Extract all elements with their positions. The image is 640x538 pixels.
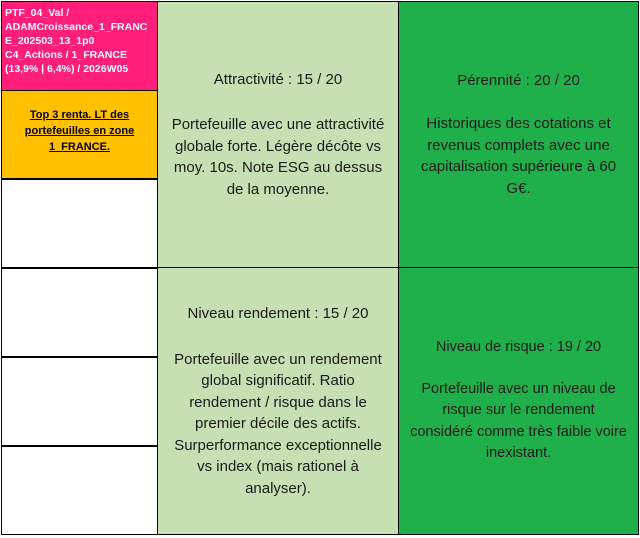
portfolio-header-cell[interactable]: PTF_04_Val / ADAMCroissance_1_FRANC E_202503_13_1p0 C4_Actions / 1_FRANCE (13,9% | 6,4%) / 2026W05 [1,1,158,91]
perennite-title: Pérennité : 20 / 20 [457,71,580,89]
rendement-title: Niveau rendement : 15 / 20 [187,305,369,322]
risque-text: Portefeuille avec un niveau de risque sur le rendement considéré comme très faible voire inexistant. [410,380,627,462]
top3-cell [1,90,158,179]
attractivite-cell [157,1,399,268]
empty-cell [1,446,158,535]
risque-title: Niveau de risque : 19 / 20 [435,339,602,356]
top3-link[interactable]: Top 3 renta. LT des portefeuilles en zone 1_FRANCE. [24,109,135,153]
risque-cell [398,267,639,535]
empty-cell [1,179,158,268]
perennite-text: Historiques des cotations et revenus complets avec une capitalisation supérieure à 60 G€. [420,115,617,197]
empty-cell [1,268,158,357]
empty-cell [1,357,158,446]
perennite-cell [398,1,639,268]
rendement-text: Portefeuille avec un rendement global significatif. Ratio rendement / risque dans le premier décile des actifs. Surperformance exceptionnelle vs index (mais rationel à analyser). [174,350,382,497]
rendement-cell [157,267,399,535]
attractivite-title: Attractivité : 15 / 20 [213,70,343,88]
attractivite-text: Portefeuille avec une attractivité globale forte. Légère décôte vs moy. 10s. Note ESG au dessus de la moyenne. [171,116,385,198]
